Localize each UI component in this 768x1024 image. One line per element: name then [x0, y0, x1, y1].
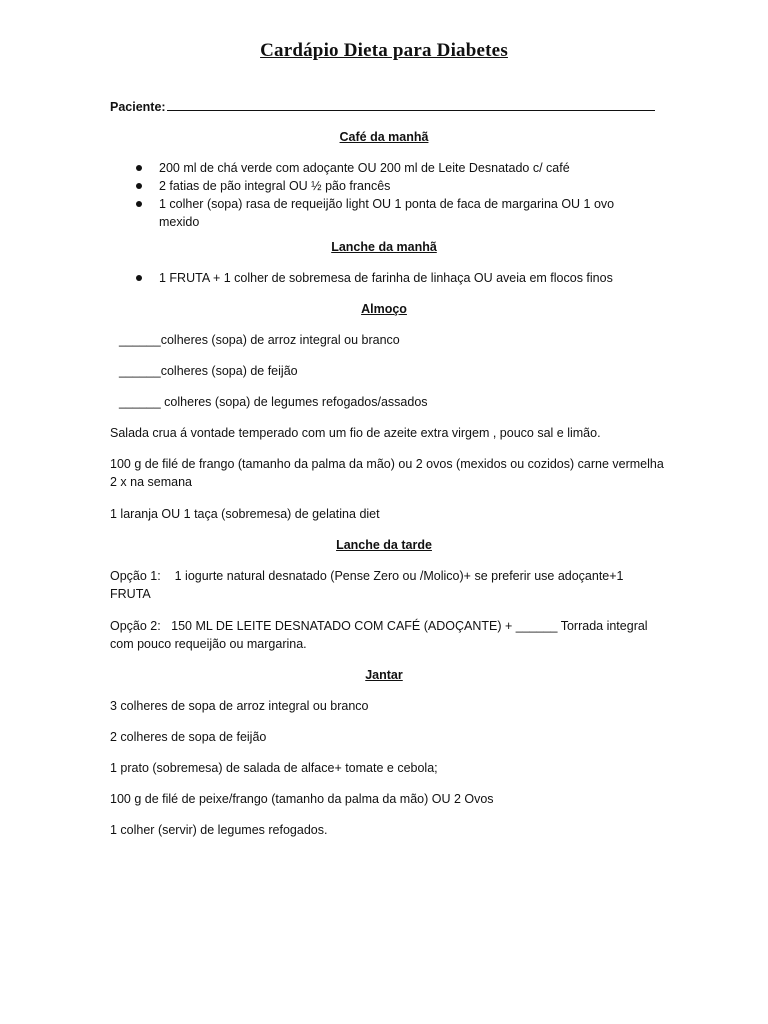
list-item: 1 colher (sopa) rasa de requeijão light OU 1 ponta de faca de margarina OU 1 ovo mexido	[159, 195, 649, 231]
lunch-item: 100 g de filé de frango (tamanho da palma da mão) ou 2 ovos (mexidos ou cozidos) carne vermelha 2 x na semana	[110, 457, 664, 489]
section-heading-morning-snack: Lanche da manhã	[331, 240, 437, 254]
lunch-blank-item: ______colheres (sopa) de arroz integral ou branco	[119, 333, 400, 347]
page-title: Cardápio Dieta para Diabetes	[260, 40, 508, 61]
dinner-item: 100 g de filé de peixe/frango (tamanho da palma da mão) OU 2 Ovos	[110, 792, 494, 806]
section-heading-lunch: Almoço	[361, 302, 407, 316]
dinner-item: 3 colheres de sopa de arroz integral ou branco	[110, 699, 369, 713]
patient-label: Paciente:	[110, 100, 166, 114]
patient-blank-line	[167, 97, 655, 111]
list-item: 200 ml de chá verde com adoçante OU 200 ml de Leite Desnatado c/ café	[159, 159, 649, 177]
lunch-blank-item: ______colheres (sopa) de feijão	[119, 364, 298, 378]
afternoon-snack-option: Opção 2: 150 ML DE LEITE DESNATADO COM CAFÉ (ADOÇANTE) + ______ Torrada integral com pouco requeijão ou margarina.	[110, 619, 652, 651]
breakfast-list	[159, 159, 649, 231]
lunch-blank-item: ______ colheres (sopa) de legumes refogados/assados	[119, 395, 428, 409]
lunch-item: Salada crua á vontade temperado com um fio de azeite extra virgem , pouco sal e limão.	[110, 426, 601, 440]
dinner-item: 1 colher (servir) de legumes refogados.	[110, 823, 328, 837]
section-heading-breakfast: Café da manhã	[339, 130, 429, 144]
section-heading-afternoon-snack: Lanche da tarde	[336, 538, 432, 552]
morning-snack-list	[159, 269, 649, 287]
list-item: 1 FRUTA + 1 colher de sobremesa de farinha de linhaça OU aveia em flocos finos	[159, 269, 649, 287]
lunch-item: 1 laranja OU 1 taça (sobremesa) de gelatina diet	[110, 507, 380, 521]
patient-field	[110, 97, 655, 116]
section-heading-dinner: Jantar	[365, 668, 403, 682]
list-item: 2 fatias de pão integral OU ½ pão francês	[159, 177, 649, 195]
afternoon-snack-option: Opção 1: 1 iogurte natural desnatado (Pense Zero ou /Molico)+ se preferir use adoçante+1 FRUTA	[110, 569, 627, 601]
dinner-item: 2 colheres de sopa de feijão	[110, 730, 267, 744]
dinner-item: 1 prato (sobremesa) de salada de alface+ tomate e cebola;	[110, 761, 438, 775]
